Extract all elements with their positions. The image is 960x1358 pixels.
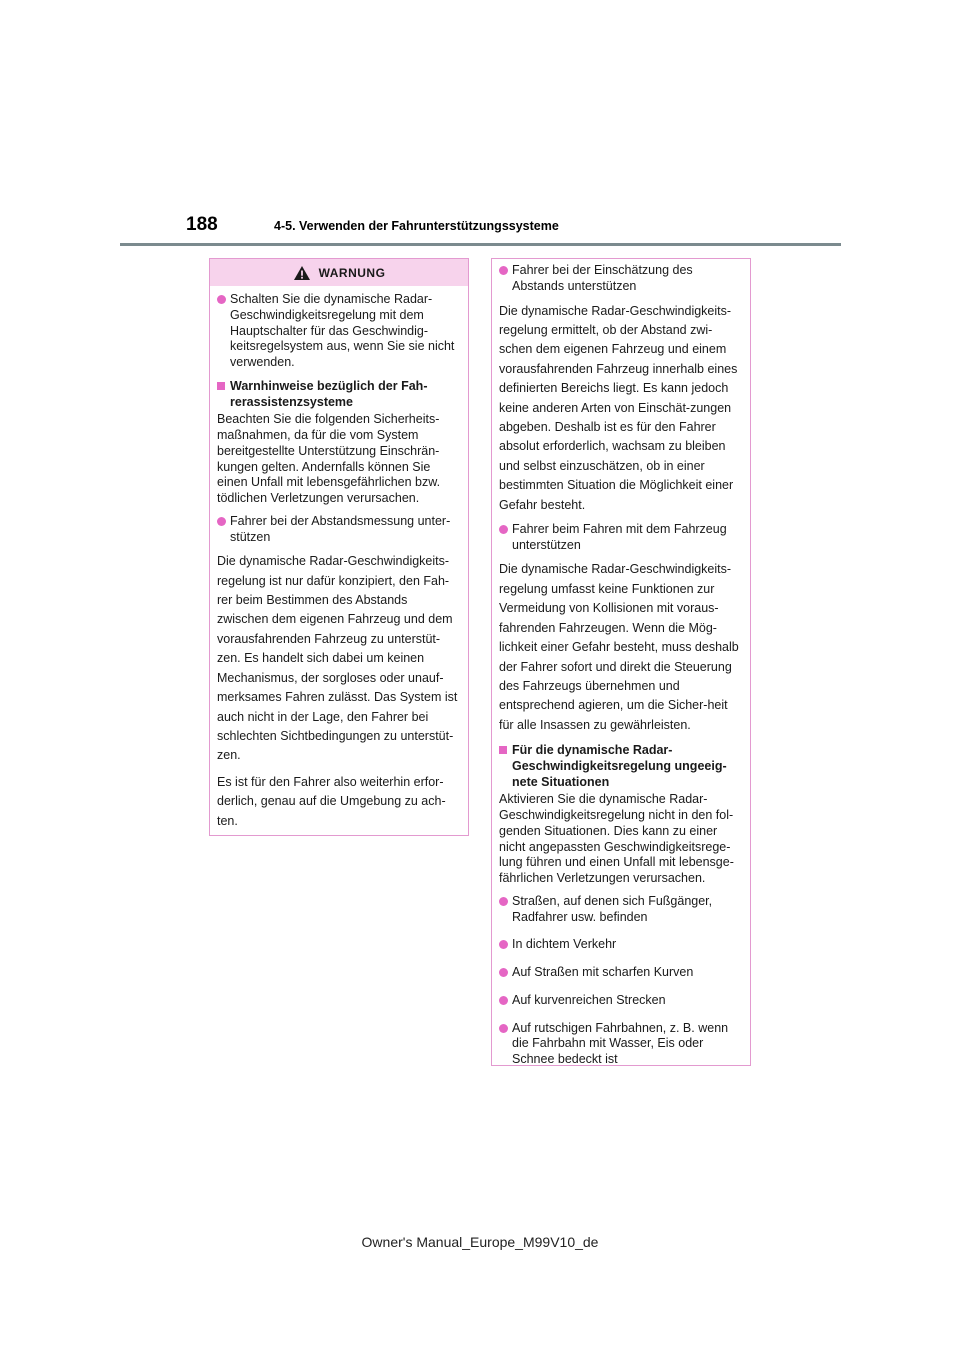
paragraph: Die dynamische Radar-Geschwindigkeits-regelung ist nur dafür konzipiert, den Fah-rer beim Bestimmen des Abstands zwischen dem eigenen Fahrzeug und dem vorausfahrenden Fahrzeug zu unterstüt-zen. Es handelt sich dabei um keinen Mechanismus, der sorgloses oder unauf-merksames Fahren zulässt. Das System ist auch nicht in der Lage, den Fahrer bei schlechten Sichtbedingungen zu unterstüt-zen. <box>217 554 458 763</box>
warning-box-left <box>209 258 469 836</box>
footer-text: Owner's Manual_Europe_M99V10_de <box>361 1234 599 1250</box>
bullet-item: In dichtem Verkehr <box>499 937 742 953</box>
bullet-item: Auf rutschigen Fahrbahnen, z. B. wenn die Fahrbahn mit Wasser, Eis oder Schnee bedeckt ist <box>499 1021 742 1068</box>
warning-header <box>210 259 468 286</box>
bullet-item: Fahrer bei der Abstandsmessung unter-stützen <box>217 514 460 546</box>
warning-content-left <box>210 286 468 846</box>
bullet-item: Fahrer bei der Einschätzung des Abstands unterstützen <box>499 263 742 295</box>
subsection-heading: Warnhinweise bezüglich der Fah-rerassistenzsysteme <box>217 379 460 411</box>
bullet-item: Straßen, auf denen sich Fußgänger, Radfahrer usw. befinden <box>499 894 742 926</box>
paragraph: Die dynamische Radar-Geschwindigkeits-regelung umfasst keine Funktionen zur Vermeidung von Kollisionen mit voraus-fahrenden Fahrzeugen. Wenn die Mög-lichkeit einer Gefahr besteht, muss deshalb der Fahrer sofort und direkt die Steuerung des Fahrzeugs übernehmen und entsprechend agieren, um die Sicher-heit für alle Insassen zu gewährleisten. <box>499 562 739 732</box>
section-title: 4-5. Verwenden der Fahrunterstützungssysteme <box>274 219 559 233</box>
header-rule <box>120 243 841 246</box>
page-number: 188 <box>186 214 218 235</box>
warning-content-right <box>492 259 750 1083</box>
warning-triangle-icon <box>293 265 311 281</box>
bullet-item: Auf kurvenreichen Strecken <box>499 993 742 1009</box>
paragraph: Die dynamische Radar-Geschwindigkeits-regelung ermittelt, ob der Abstand zwi-schen dem eigenen Fahrzeug und einem vorausfahrenden Fahrzeug innerhalb eines definierten Bereichs liegt. Es kann jedoch keine anderen Arten von Einschät-zungen abgeben. Deshalb ist es für den Fahrer absolut erforderlich, wachsam zu bleiben und selbst einzuschätzen, ob in einer bestimmten Situation die Möglichkeit einer Gefahr besteht. <box>499 303 738 512</box>
paragraph: Aktivieren Sie die dynamische Radar-Geschwindigkeitsregelung nicht in den fol-genden Situationen. Dies kann zu einer nicht angepassten Geschwindigkeitsrege-lung führen und einen Unfall mit lebensge-fährlichen Verletzungen verursachen. <box>499 792 734 886</box>
paragraph: Es ist für den Fahrer also weiterhin erfor-derlich, genau auf die Umgebung zu ach-ten. <box>217 774 446 828</box>
warning-box-right <box>491 258 751 1066</box>
bullet-item: Fahrer beim Fahren mit dem Fahrzeug unterstützen <box>499 522 742 554</box>
warning-label: WARNUNG <box>318 265 386 280</box>
paragraph: Beachten Sie die folgenden Sicherheits-maßnahmen, da für die vom System bereitgestellte Unterstützung Einschrän-kungen gelten. Andernfalls können Sie einen Unfall mit lebensgefährlichen bzw. tödlichen Verletzungen verursachen. <box>217 412 441 505</box>
subsection-heading: Für die dynamische Radar-Geschwindigkeitsregelung ungeeig-nete Situationen <box>499 743 742 790</box>
bullet-item: Schalten Sie die dynamische Radar-Geschwindigkeitsregelung mit dem Hauptschalter für das Geschwindig-keitsregelsystem aus, wenn Sie sie nicht verwenden. <box>217 292 460 371</box>
bullet-item: Auf Straßen mit scharfen Kurven <box>499 965 742 981</box>
